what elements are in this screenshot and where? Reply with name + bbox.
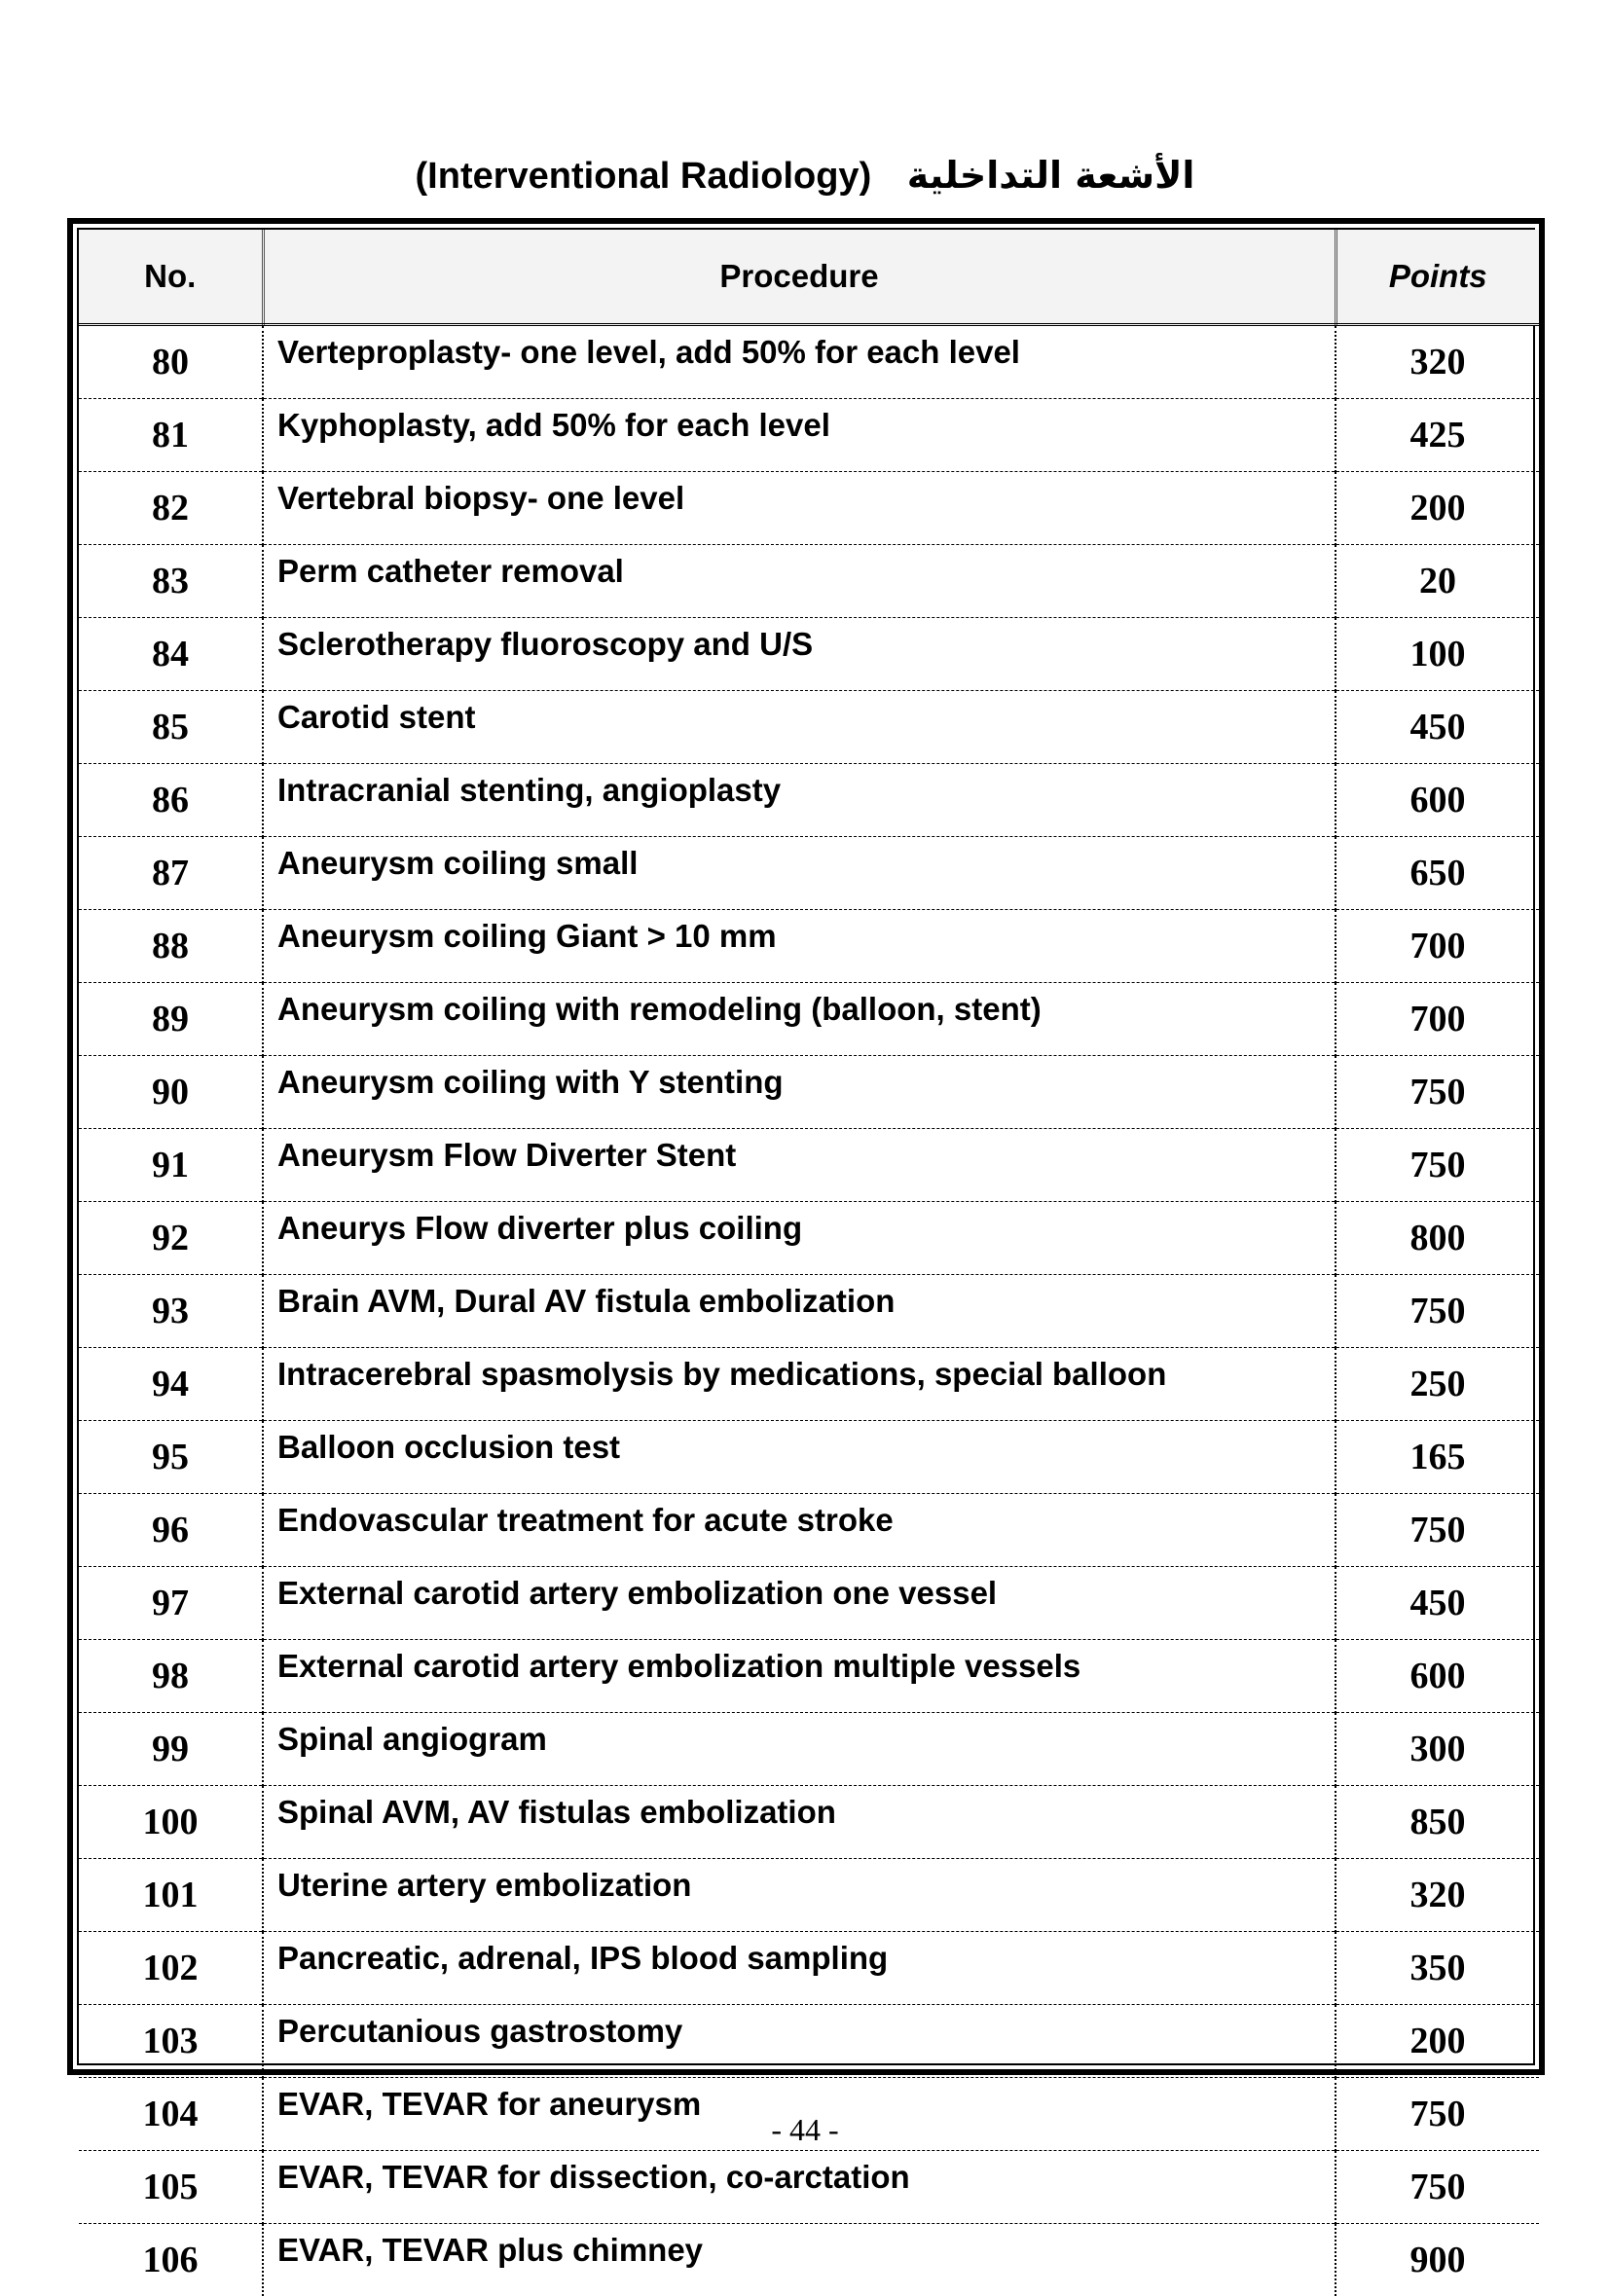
row-points: 850 [1336, 1786, 1539, 1859]
row-no: 99 [79, 1713, 263, 1786]
row-points: 900 [1336, 2224, 1539, 2296]
row-points: 750 [1336, 2078, 1539, 2151]
row-procedure: EVAR, TEVAR for dissection, co-arctation [263, 2151, 1336, 2224]
row-no: 101 [79, 1859, 263, 1932]
row-no: 98 [79, 1640, 263, 1713]
row-points: 700 [1336, 983, 1539, 1056]
table-row [79, 910, 1539, 983]
row-no: 92 [79, 1202, 263, 1275]
row-procedure: Aneurysm coiling with Y stenting [263, 1056, 1336, 1129]
title-english: (Interventional Radiology) [416, 156, 872, 197]
table-row [79, 2005, 1539, 2078]
row-no: 91 [79, 1129, 263, 1202]
row-procedure: Verteproplasty- one level, add 50% for each level [263, 325, 1336, 399]
row-points: 750 [1336, 1056, 1539, 1129]
row-procedure: Aneurysm Flow Diverter Stent [263, 1129, 1336, 1202]
row-procedure: EVAR, TEVAR for aneurysm [263, 2078, 1336, 2151]
table-row [79, 1932, 1539, 2005]
row-points: 450 [1336, 691, 1539, 764]
table-row [79, 472, 1539, 545]
table-row [79, 1056, 1539, 1129]
row-points: 250 [1336, 1348, 1539, 1421]
table-row [79, 1713, 1539, 1786]
row-points: 750 [1336, 1494, 1539, 1567]
row-no: 81 [79, 399, 263, 472]
row-points: 700 [1336, 910, 1539, 983]
row-points: 200 [1336, 2005, 1539, 2078]
table-row [79, 1494, 1539, 1567]
row-no: 106 [79, 2224, 263, 2296]
row-points: 600 [1336, 1640, 1539, 1713]
row-points: 750 [1336, 1275, 1539, 1348]
row-no: 88 [79, 910, 263, 983]
row-points: 425 [1336, 399, 1539, 472]
row-no: 84 [79, 618, 263, 691]
table-row [79, 1859, 1539, 1932]
row-no: 104 [79, 2078, 263, 2151]
row-no: 86 [79, 764, 263, 837]
row-procedure: Percutanious gastrostomy [263, 2005, 1336, 2078]
table-row [79, 837, 1539, 910]
row-points: 20 [1336, 545, 1539, 618]
row-procedure: Spinal angiogram [263, 1713, 1336, 1786]
row-points: 650 [1336, 837, 1539, 910]
row-procedure: Vertebral biopsy- one level [263, 472, 1336, 545]
table-row [79, 1567, 1539, 1640]
header-points: Points [1336, 230, 1539, 325]
table-header-row [79, 230, 1539, 325]
table-body [79, 325, 1539, 2296]
row-procedure: EVAR, TEVAR plus chimney [263, 2224, 1336, 2296]
row-procedure: Brain AVM, Dural AV fistula embolization [263, 1275, 1336, 1348]
table-row [79, 545, 1539, 618]
row-no: 87 [79, 837, 263, 910]
row-procedure: Intracranial stenting, angioplasty [263, 764, 1336, 837]
row-procedure: External carotid artery embolization multiple vessels [263, 1640, 1336, 1713]
row-points: 320 [1336, 325, 1539, 399]
table-row [79, 1348, 1539, 1421]
table-row [79, 1129, 1539, 1202]
row-points: 600 [1336, 764, 1539, 837]
table-row [79, 1421, 1539, 1494]
row-procedure: Intracerebral spasmolysis by medications, special balloon [263, 1348, 1336, 1421]
table-row [79, 618, 1539, 691]
row-points: 450 [1336, 1567, 1539, 1640]
row-procedure: External carotid artery embolization one vessel [263, 1567, 1336, 1640]
row-no: 93 [79, 1275, 263, 1348]
row-no: 82 [79, 472, 263, 545]
row-no: 83 [79, 545, 263, 618]
table-row [79, 1275, 1539, 1348]
row-procedure: Endovascular treatment for acute stroke [263, 1494, 1336, 1567]
row-procedure: Carotid stent [263, 691, 1336, 764]
row-points: 350 [1336, 1932, 1539, 2005]
row-procedure: Sclerotherapy fluoroscopy and U/S [263, 618, 1336, 691]
row-procedure: Aneurysm coiling small [263, 837, 1336, 910]
row-procedure: Perm catheter removal [263, 545, 1336, 618]
table-frame [67, 218, 1545, 2075]
row-no: 80 [79, 325, 263, 399]
header-no: No. [79, 230, 263, 325]
table-row [79, 2224, 1539, 2296]
page-title [0, 154, 1610, 198]
row-procedure: Balloon occlusion test [263, 1421, 1336, 1494]
procedures-table [79, 230, 1539, 2296]
row-points: 800 [1336, 1202, 1539, 1275]
row-no: 94 [79, 1348, 263, 1421]
row-points: 165 [1336, 1421, 1539, 1494]
table-row [79, 399, 1539, 472]
table-row [79, 764, 1539, 837]
row-no: 103 [79, 2005, 263, 2078]
row-procedure: Pancreatic, adrenal, IPS blood sampling [263, 1932, 1336, 2005]
table-row [79, 1640, 1539, 1713]
row-no: 102 [79, 1932, 263, 2005]
row-procedure: Aneurysm coiling with remodeling (balloon, stent) [263, 983, 1336, 1056]
row-no: 89 [79, 983, 263, 1056]
title-arabic: الأشعة التداخلية [907, 154, 1195, 197]
row-points: 750 [1336, 1129, 1539, 1202]
row-no: 105 [79, 2151, 263, 2224]
row-points: 200 [1336, 472, 1539, 545]
row-procedure: Aneurys Flow diverter plus coiling [263, 1202, 1336, 1275]
row-procedure: Uterine artery embolization [263, 1859, 1336, 1932]
table-row [79, 983, 1539, 1056]
row-no: 90 [79, 1056, 263, 1129]
row-points: 100 [1336, 618, 1539, 691]
table-inner-border [77, 228, 1535, 2065]
row-procedure: Aneurysm coiling Giant > 10 mm [263, 910, 1336, 983]
row-points: 320 [1336, 1859, 1539, 1932]
row-no: 97 [79, 1567, 263, 1640]
row-no: 100 [79, 1786, 263, 1859]
table-row [79, 1202, 1539, 1275]
table-row [79, 2151, 1539, 2224]
row-procedure: Kyphoplasty, add 50% for each level [263, 399, 1336, 472]
row-procedure: Spinal AVM, AV fistulas embolization [263, 1786, 1336, 1859]
page-number: - 44 - [0, 2112, 1610, 2148]
row-no: 96 [79, 1494, 263, 1567]
row-points: 300 [1336, 1713, 1539, 1786]
row-no: 85 [79, 691, 263, 764]
row-no: 95 [79, 1421, 263, 1494]
table-row [79, 325, 1539, 399]
table-row [79, 1786, 1539, 1859]
table-row [79, 691, 1539, 764]
header-procedure: Procedure [263, 230, 1336, 325]
row-points: 750 [1336, 2151, 1539, 2224]
